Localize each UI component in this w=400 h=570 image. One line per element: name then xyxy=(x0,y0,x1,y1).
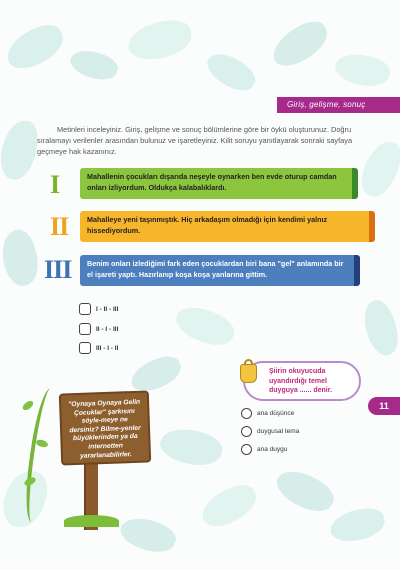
page-number: 11 xyxy=(368,397,400,415)
order-choice-b[interactable] xyxy=(79,322,118,336)
story-part-two: Mahalleye yeni taşınmıştık. Hiç arkadaşım olmadığı için kendimi yalnız hissediyordum. xyxy=(80,211,375,242)
numeral-three: III xyxy=(44,255,72,284)
key-answer-c[interactable] xyxy=(241,443,287,456)
leaf-decoration xyxy=(266,15,334,73)
leaf-decoration xyxy=(127,352,185,396)
leaf-decoration xyxy=(202,46,261,99)
key-question-text: Şiirin okuyucuda uyandırdığı temel duyguya ...... denir. xyxy=(269,368,333,394)
song-sign-text: "Oynaya Oynaya Gelin Çocuklar" şarkısını söyle-meye ne dersiniz? Bilme-yenler büyüklerinden ya da internetten yararlanabilirler. xyxy=(68,398,141,460)
leaf-decoration xyxy=(196,479,262,533)
leaf-decoration xyxy=(328,505,387,544)
padlock-body-icon xyxy=(240,364,257,383)
story-part-one: Mahallenin çocukları dışarıda neşeyle oynarken ben evde oturup camdan onları izliyordum. Oldukça kalabalıklardı. xyxy=(80,168,358,199)
checkbox[interactable] xyxy=(79,303,91,315)
order-choice-a[interactable] xyxy=(79,302,118,316)
key-answer-label: ana duygu xyxy=(257,446,288,453)
checkbox[interactable] xyxy=(79,342,91,354)
numeral-one: I xyxy=(50,170,60,199)
order-choice-c[interactable] xyxy=(79,341,118,355)
key-answer-label: ana düşünce xyxy=(257,410,295,417)
instructions-text: Metinleri inceleyiniz. Giriş, gelişme ve sonuç bölümlerine göre bir öykü oluşturunuz. Doğru sıralamayı verilenler arasından bulunuz ve işaretleyiniz. Kilit soruyu yanıtlayarak sonraki sayfaya geçmeye hak kazanınız. xyxy=(37,125,353,157)
leaf-decoration xyxy=(357,297,400,360)
story-part-three: Benim onları izlediğimi fark eden çocuklardan biri bana "gel" anlamında bir el işareti yaptı. Hazırlanıp koşa koşa yanlarına gittim. xyxy=(80,255,360,286)
leaf-decoration xyxy=(332,48,393,91)
section-header: Giriş, gelişme, sonuç xyxy=(277,97,400,113)
key-answer-b[interactable] xyxy=(241,425,299,438)
radio-button[interactable] xyxy=(241,426,252,437)
order-choice-label: II - I - III xyxy=(96,325,119,333)
leaf-decoration xyxy=(1,19,70,75)
leaf-decoration xyxy=(0,118,41,183)
leaf-decoration xyxy=(0,227,44,290)
leaf-decoration xyxy=(125,17,194,64)
leaf-decoration xyxy=(117,511,180,558)
order-choice-label: III - I - II xyxy=(96,344,119,352)
checkbox[interactable] xyxy=(79,323,91,335)
order-choice-label: I - II - III xyxy=(96,305,119,313)
leaf-decoration xyxy=(271,462,339,520)
leaf-decoration xyxy=(67,45,121,86)
key-answer-label: duygusal tema xyxy=(257,428,300,435)
grass-illustration xyxy=(64,515,119,527)
leaf-decoration xyxy=(171,299,239,353)
leaf-decoration xyxy=(157,423,226,472)
key-answer-a[interactable] xyxy=(241,407,294,420)
numeral-two: II xyxy=(50,212,69,241)
radio-button[interactable] xyxy=(241,444,252,455)
radio-button[interactable] xyxy=(241,408,252,419)
song-sign xyxy=(59,390,151,465)
vine-leaf-icon xyxy=(21,399,35,411)
key-question-cloud xyxy=(243,361,361,401)
